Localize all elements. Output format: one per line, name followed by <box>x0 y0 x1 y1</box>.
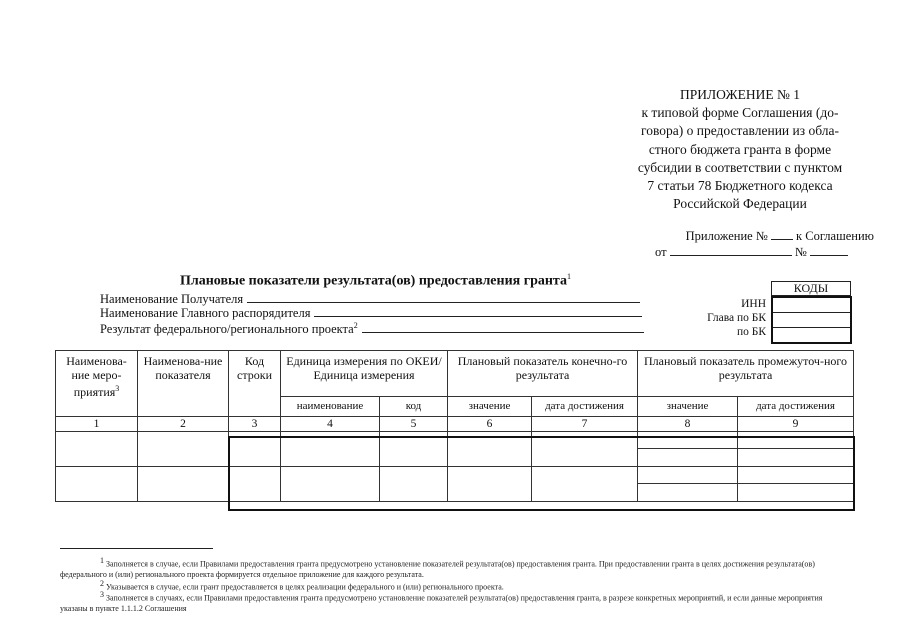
appendix-header <box>600 86 880 213</box>
subheader-interim-date: дата достижения <box>738 397 854 417</box>
codes-box <box>771 296 852 344</box>
column-number: 9 <box>738 417 854 432</box>
column-number: 3 <box>229 417 281 432</box>
agreement-label: к Соглашению <box>796 229 874 243</box>
appendix-line: 7 статьи 78 Бюджетного кодекса <box>647 178 833 194</box>
column-number: 5 <box>380 417 448 432</box>
table-row <box>56 432 854 467</box>
appendix-line: ПРИЛОЖЕНИЕ № 1 <box>679 87 801 102</box>
date-label: от <box>655 245 667 259</box>
appendix-line: субсидии в соответствии с пунктом <box>637 159 843 175</box>
subheader-unit-code: код <box>380 397 448 417</box>
recipient-field[interactable] <box>247 291 640 303</box>
table-cell[interactable] <box>638 432 738 467</box>
appendix-line: стного бюджета гранта в форме <box>648 141 832 157</box>
header-interim-result: Плановый показатель промежуточ-ного результата <box>638 351 854 397</box>
table-cell[interactable] <box>532 432 638 467</box>
subheader-final-value: значение <box>448 397 532 417</box>
subheader-unit-name: наименование <box>281 397 380 417</box>
column-number: 2 <box>138 417 229 432</box>
attachment-reference <box>612 228 874 260</box>
table-cell[interactable] <box>281 467 380 502</box>
table-row <box>56 467 854 502</box>
appendix-line: Российской Федерации <box>673 196 807 212</box>
agreement-number-field[interactable] <box>810 244 848 256</box>
indicators-table <box>55 350 854 502</box>
project-row: Результат федерального/регионального проекта$^2$ <box>100 319 644 336</box>
agreement-date-field[interactable] <box>670 244 792 256</box>
column-number: 6 <box>448 417 532 432</box>
subheader-final-date: дата достижения <box>532 397 638 417</box>
table-cell[interactable] <box>380 467 448 502</box>
table-cell[interactable] <box>56 432 138 467</box>
project-field[interactable] <box>362 321 644 333</box>
head-bk-code-cell[interactable] <box>773 313 850 328</box>
table-cell[interactable] <box>448 432 532 467</box>
manager-row <box>100 305 642 320</box>
number-label: № <box>794 245 807 259</box>
subheader-interim-value: значение <box>638 397 738 417</box>
manager-field[interactable] <box>314 305 642 317</box>
column-number: 1 <box>56 417 138 432</box>
table-cell[interactable] <box>380 432 448 467</box>
inn-code-cell[interactable] <box>773 298 850 313</box>
table-cell[interactable] <box>229 467 281 502</box>
footnote-1: $^1$ Заполняется в случае, если Правилами предоставления гранта предусмотрено установление показателей результата(ов) предоставления гранта. При предоставлении гранта в целях достижения результата(ов) федерального и (или) регионального проекта формируется отдельное приложение для каждого результата. <box>60 556 815 580</box>
column-number: 7 <box>532 417 638 432</box>
table-cell[interactable] <box>738 432 854 467</box>
table-cell[interactable] <box>56 467 138 502</box>
recipient-row <box>100 291 640 306</box>
table-cell[interactable] <box>138 467 229 502</box>
column-number: 4 <box>281 417 380 432</box>
column-numbers-row <box>56 417 854 432</box>
appendix-line: говора) о предоставлении из обла- <box>641 123 839 139</box>
recipient-label: Наименование Получателя <box>100 292 244 306</box>
head-bk-label: Глава по БК <box>707 312 766 324</box>
table-cell[interactable] <box>229 432 281 467</box>
header-row-code: Код строки <box>229 351 281 417</box>
table-cell[interactable] <box>532 467 638 502</box>
table-cell[interactable] <box>738 467 854 502</box>
table-cell[interactable] <box>448 467 532 502</box>
header-indicator: Наименова-ние показателя <box>138 351 229 417</box>
attachment-label: Приложение № <box>685 229 768 243</box>
column-number: 8 <box>638 417 738 432</box>
appendix-line: к типовой форме Соглашения (до- <box>641 105 839 121</box>
header-final-result: Плановый показатель конечно-го результата <box>448 351 638 397</box>
inn-label: ИНН <box>741 298 766 310</box>
footnote-2: $^2$ Указывается в случае, если грант предоставляется в целях реализации федерального и (или) регионального проекта. <box>100 579 504 592</box>
attachment-number-field[interactable] <box>771 228 793 240</box>
table-cell[interactable] <box>281 432 380 467</box>
project-label: Результат федерального/регионального проекта <box>100 322 354 337</box>
form-title: Плановые показатели результата(ов) предоставления гранта$^1$ <box>180 272 571 289</box>
table-cell[interactable] <box>138 432 229 467</box>
manager-label: Наименование Главного распорядителя <box>100 306 311 320</box>
header-unit: Единица измерения по ОКЕИ/ Единица измерения <box>281 351 448 397</box>
by-bk-label: по БК <box>736 326 766 338</box>
footnote-separator <box>60 548 213 549</box>
table-cell[interactable] <box>638 467 738 502</box>
footnote-3: $^3$ Заполняется в случаях, если Правилами предоставления гранта предусмотрено установление показателей результата(ов) предоставления гранта, в разрезе конкретных мероприятий, и если данные мероприятия указаны в пункте 1.1.1.2 Соглашения <box>60 590 823 614</box>
header-event: Наименова-ние меро-приятия$^3$ <box>56 351 138 417</box>
by-bk-code-cell[interactable] <box>773 328 850 342</box>
codes-title: КОДЫ <box>771 281 851 296</box>
